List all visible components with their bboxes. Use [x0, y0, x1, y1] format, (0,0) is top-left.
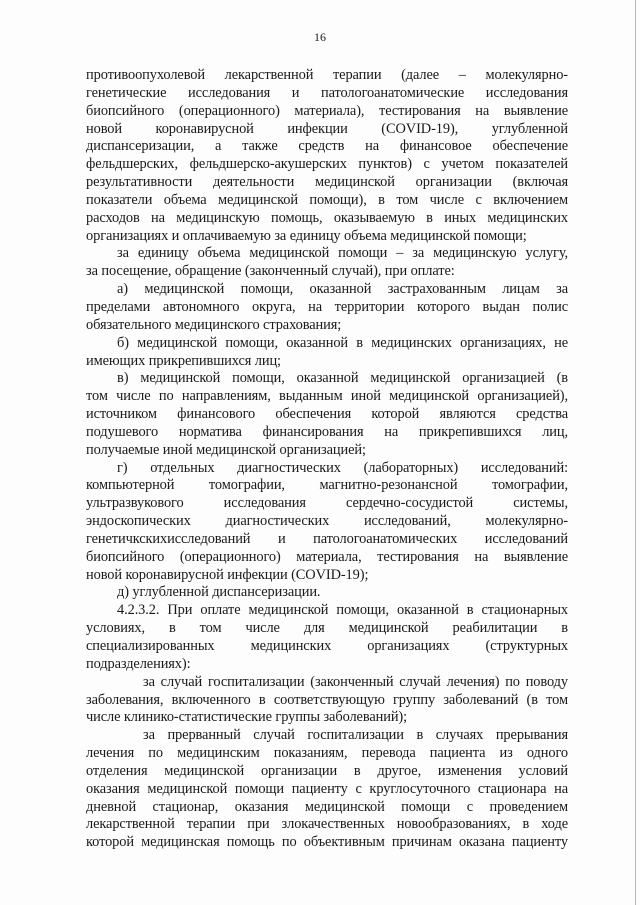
text-line: том числе по направлениям, выданным иной медицинской организацией), [86, 388, 568, 405]
text-line: лекарственной терапии при злокачественных новообразованиях, в ходе [86, 816, 568, 833]
text-line: биопсийного (операционного) материала), тестирования на выявление [86, 102, 568, 119]
text-line: источником финансового обеспечения которой являются средства [86, 406, 568, 423]
text-line: новой коронавирусной инфекции (COVID-19); [86, 566, 369, 583]
text-line: заболевания, включенного в соответствующую группу заболеваний (в том [86, 691, 568, 708]
text-line: расходов на медицинскую помощь, оказываемую в иных медицинских [86, 209, 568, 226]
text-line: а) медицинской помощи, оказанной застрахованным лицам за [117, 281, 568, 298]
text-line: показатели объема медицинской помощи), в том числе с включением [86, 191, 568, 208]
text-line: подразделениях): [86, 655, 191, 672]
text-line: которой медицинская помощь по объективным причинам оказана пациенту [86, 834, 568, 851]
text-line: имеющих прикрепившихся лиц; [86, 352, 281, 369]
text-line: организациях и оплачиваемую за единицу объема медицинской помощи; [86, 227, 527, 244]
text-line: пределами автономного округа, на территории которого выдан полис [86, 298, 568, 315]
text-line: за прерванный случай госпитализации в случаях прерывания [143, 727, 568, 744]
text-line: отделения медицинской организации в другое, изменения условий [86, 762, 568, 779]
page-number: 16 [314, 30, 326, 44]
document-body [86, 67, 568, 852]
text-line: биопсийного (операционного) материала, тестирования на выявление [86, 548, 568, 565]
text-line: за посещение, обращение (законченный случай), при оплате: [86, 263, 455, 280]
text-line: диспансеризации, а также средств на финансовое обеспечение [86, 138, 568, 155]
text-line: подушевого норматива финансирования на прикрепившихся лиц, [86, 423, 568, 440]
text-line: в) медицинской помощи, оказанной медицинской организацией (в [117, 370, 568, 387]
text-line: ультразвукового исследования сердечно-сосудистой системы, [86, 495, 568, 512]
text-line: числе клинико-статистические группы заболеваний); [86, 709, 408, 726]
text-line: дневной стационар, оказания медицинской помощи с проведением [86, 798, 568, 815]
text-line: результативности деятельности медицинской организации (включая [86, 174, 568, 191]
text-line: д) углубленной диспансеризации. [117, 584, 321, 601]
text-line: б) медицинской помощи, оказанной в медицинских организациях, не [117, 334, 568, 351]
text-line: специализированных медицинских организациях (структурных [86, 638, 568, 654]
text-line: противоопухолевой лекарственной терапии (далее – молекулярно- [86, 67, 568, 83]
text-line: условиях, в том числе для медицинской реабилитации в [86, 620, 568, 637]
text-line: г) отдельных диагностических (лабораторных) исследований: [117, 459, 568, 476]
text-line: лечения по медицинским показаниям, перевода пациента из одного [86, 745, 568, 762]
text-line: генетичкскихисследований и патологоанатомических исследований [86, 530, 568, 547]
text-line: 4.2.3.2. При оплате медицинской помощи, оказанной в стационарных [117, 602, 568, 619]
text-line: компьютерной томографии, магнитно-резонансной томографии, [86, 477, 568, 494]
text-line: генетические исследования и патологоанатомические исследования [86, 84, 568, 101]
text-line: фельдшерских, фельдшерско-акушерских пунктов) с учетом показателей [86, 156, 568, 173]
text-line: оказания медицинской помощи пациенту с круглосуточного стационара на [86, 780, 568, 797]
scan-edge-line [635, 0, 636, 905]
text-line: эндоскопических диагностических исследований, молекулярно- [86, 513, 568, 530]
text-line: обязательного медицинского страхования; [86, 316, 342, 333]
text-line: за случай госпитализации (законченный случай лечения) по поводу [143, 673, 568, 690]
text-line: получаемые иной медицинской организацией; [86, 441, 366, 458]
text-line: новой коронавирусной инфекции (COVID-19), углубленной [86, 120, 568, 137]
text-line: за единицу объема медицинской помощи – за медицинскую услугу, [117, 245, 568, 262]
